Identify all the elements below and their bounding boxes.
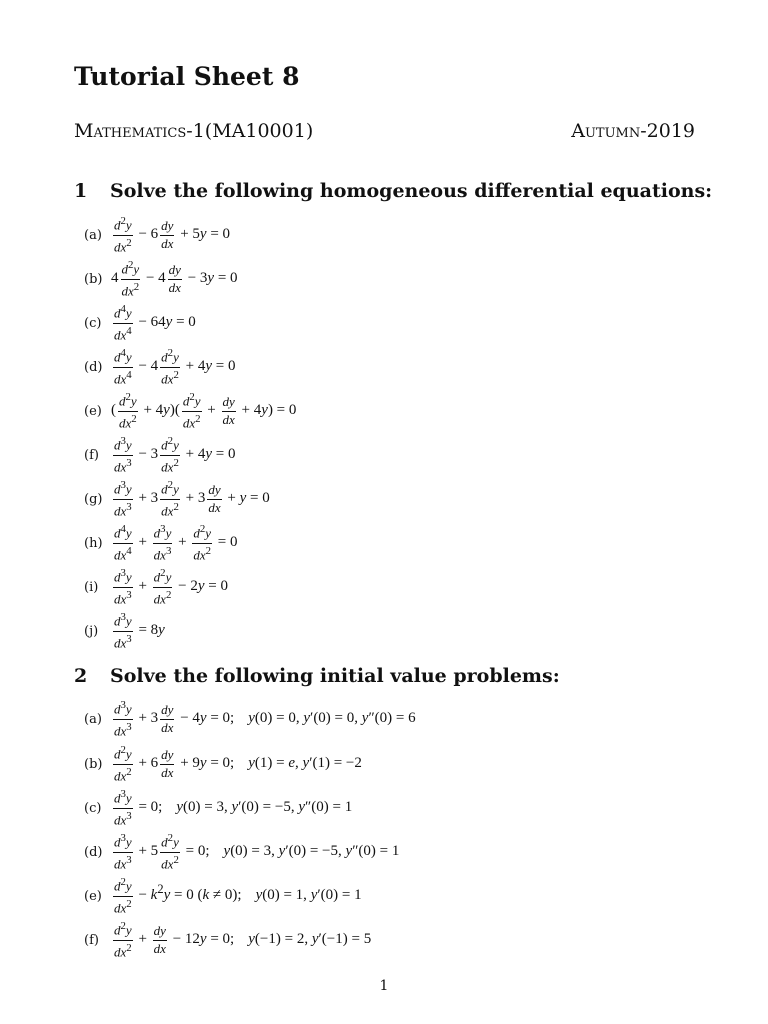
problem-label: (h) [84, 535, 103, 551]
problem-1i [84, 567, 228, 607]
course-name: Mathematics-1(MA10001) [74, 120, 314, 142]
equation: 4 $\frac{d^2y}{dx^2}$ − 4 $\frac{dy}{dx}$ − 3y = 0 [111, 259, 238, 298]
problem-label: (b) [84, 756, 103, 772]
problem-label: (d) [84, 844, 103, 860]
equation: $\frac{d^2y}{dx^2}$ + 6 $\frac{dy}{dx}$ + 9y = 0; y(1) = e, y′(1) = −2 [114, 744, 362, 783]
problem-1e [84, 391, 296, 431]
problem-1c [84, 303, 196, 343]
problem-label: (a) [84, 711, 102, 727]
equation: $\frac{d^2y}{dx^2}$ + $\frac{dy}{dx}$ − 12y = 0; y(−1) = 2, y′(−1) = 5 [114, 920, 372, 959]
problem-label: (g) [84, 491, 103, 507]
problem-2b [84, 744, 362, 784]
equation: $\frac{d^3y}{dx^3}$ + $\frac{d^2y}{dx^2}$ − 2y = 0 [114, 567, 228, 606]
section-title: Solve the following homogeneous differential equations: [110, 180, 713, 202]
problem-1j [84, 611, 165, 651]
problem-label: (b) [84, 271, 103, 287]
problem-1g [84, 479, 270, 519]
problem-1a [84, 215, 230, 255]
equation: $\frac{d^4y}{dx^4}$ − 4 $\frac{d^2y}{dx^2}$ + 4y = 0 [114, 347, 236, 386]
problem-2e [84, 876, 362, 916]
problem-label: (j) [84, 623, 99, 639]
equation: $\frac{d^3y}{dx^3}$ = 0; y(0) = 3, y′(0) = −5, y″(0) = 1 [114, 788, 353, 827]
problem-label: (f) [84, 932, 99, 948]
problem-label: (c) [84, 800, 102, 816]
equation: $\frac{d^3y}{dx^3}$ + 3 $\frac{d^2y}{dx^2}$ + 3 $\frac{dy}{dx}$ + y = 0 [114, 479, 270, 518]
page-number: 1 [379, 978, 389, 994]
section-number: 1 [74, 180, 88, 202]
equation: $\frac{d^4y}{dx^4}$ − 64y = 0 [114, 303, 196, 342]
problem-1d [84, 347, 235, 387]
problem-1b [84, 259, 238, 299]
term-label: Autumn-2019 [571, 120, 695, 142]
problem-label: (c) [84, 315, 102, 331]
equation: $\frac{d^3y}{dx^3}$ + 5 $\frac{d^2y}{dx^2}$ = 0; y(0) = 3, y′(0) = −5, y″(0) = 1 [114, 832, 400, 871]
problem-2c [84, 788, 352, 828]
problem-label: (e) [84, 403, 102, 419]
problem-2d [84, 832, 399, 872]
problem-2f [84, 920, 371, 960]
section-2-heading [74, 665, 560, 687]
equation: $\frac{d^4y}{dx^4}$ + $\frac{d^3y}{dx^3}$ + $\frac{d^2y}{dx^2}$ = 0 [114, 523, 238, 562]
problem-label: (a) [84, 227, 102, 243]
section-number: 2 [74, 665, 88, 687]
equation: $\frac{d^3y}{dx^3}$ + 3 $\frac{dy}{dx}$ − 4y = 0; y(0) = 0, y′(0) = 0, y″(0) = 6 [114, 699, 416, 738]
problem-label: (e) [84, 888, 102, 904]
problem-2a [84, 699, 416, 739]
problem-1h [84, 523, 238, 563]
equation: ( $\frac{d^2y}{dx^2}$ + 4y)( $\frac{d^2y}{dx^2}$ + $\frac{dy}{dx}$ + 4y) = 0 [111, 391, 297, 430]
problem-label: (d) [84, 359, 103, 375]
problem-label: (i) [84, 579, 99, 595]
page-title: Tutorial Sheet 8 [74, 62, 300, 91]
section-title: Solve the following initial value problems: [110, 665, 560, 687]
equation: $\frac{d^3y}{dx^3}$ = 8y [114, 611, 165, 650]
equation: $\frac{d^2y}{dx^2}$ − 6 $\frac{dy}{dx}$ + 5y = 0 [114, 215, 231, 254]
section-1-heading [74, 180, 712, 202]
problem-1f [84, 435, 235, 475]
problem-label: (f) [84, 447, 99, 463]
equation: $\frac{d^2y}{dx^2}$ − $k^2y = 0$ (k ≠ 0); y(0) = 1, y′(0) = 1 [114, 876, 362, 915]
equation: $\frac{d^3y}{dx^3}$ − 3 $\frac{d^2y}{dx^2}$ + 4y = 0 [114, 435, 236, 474]
